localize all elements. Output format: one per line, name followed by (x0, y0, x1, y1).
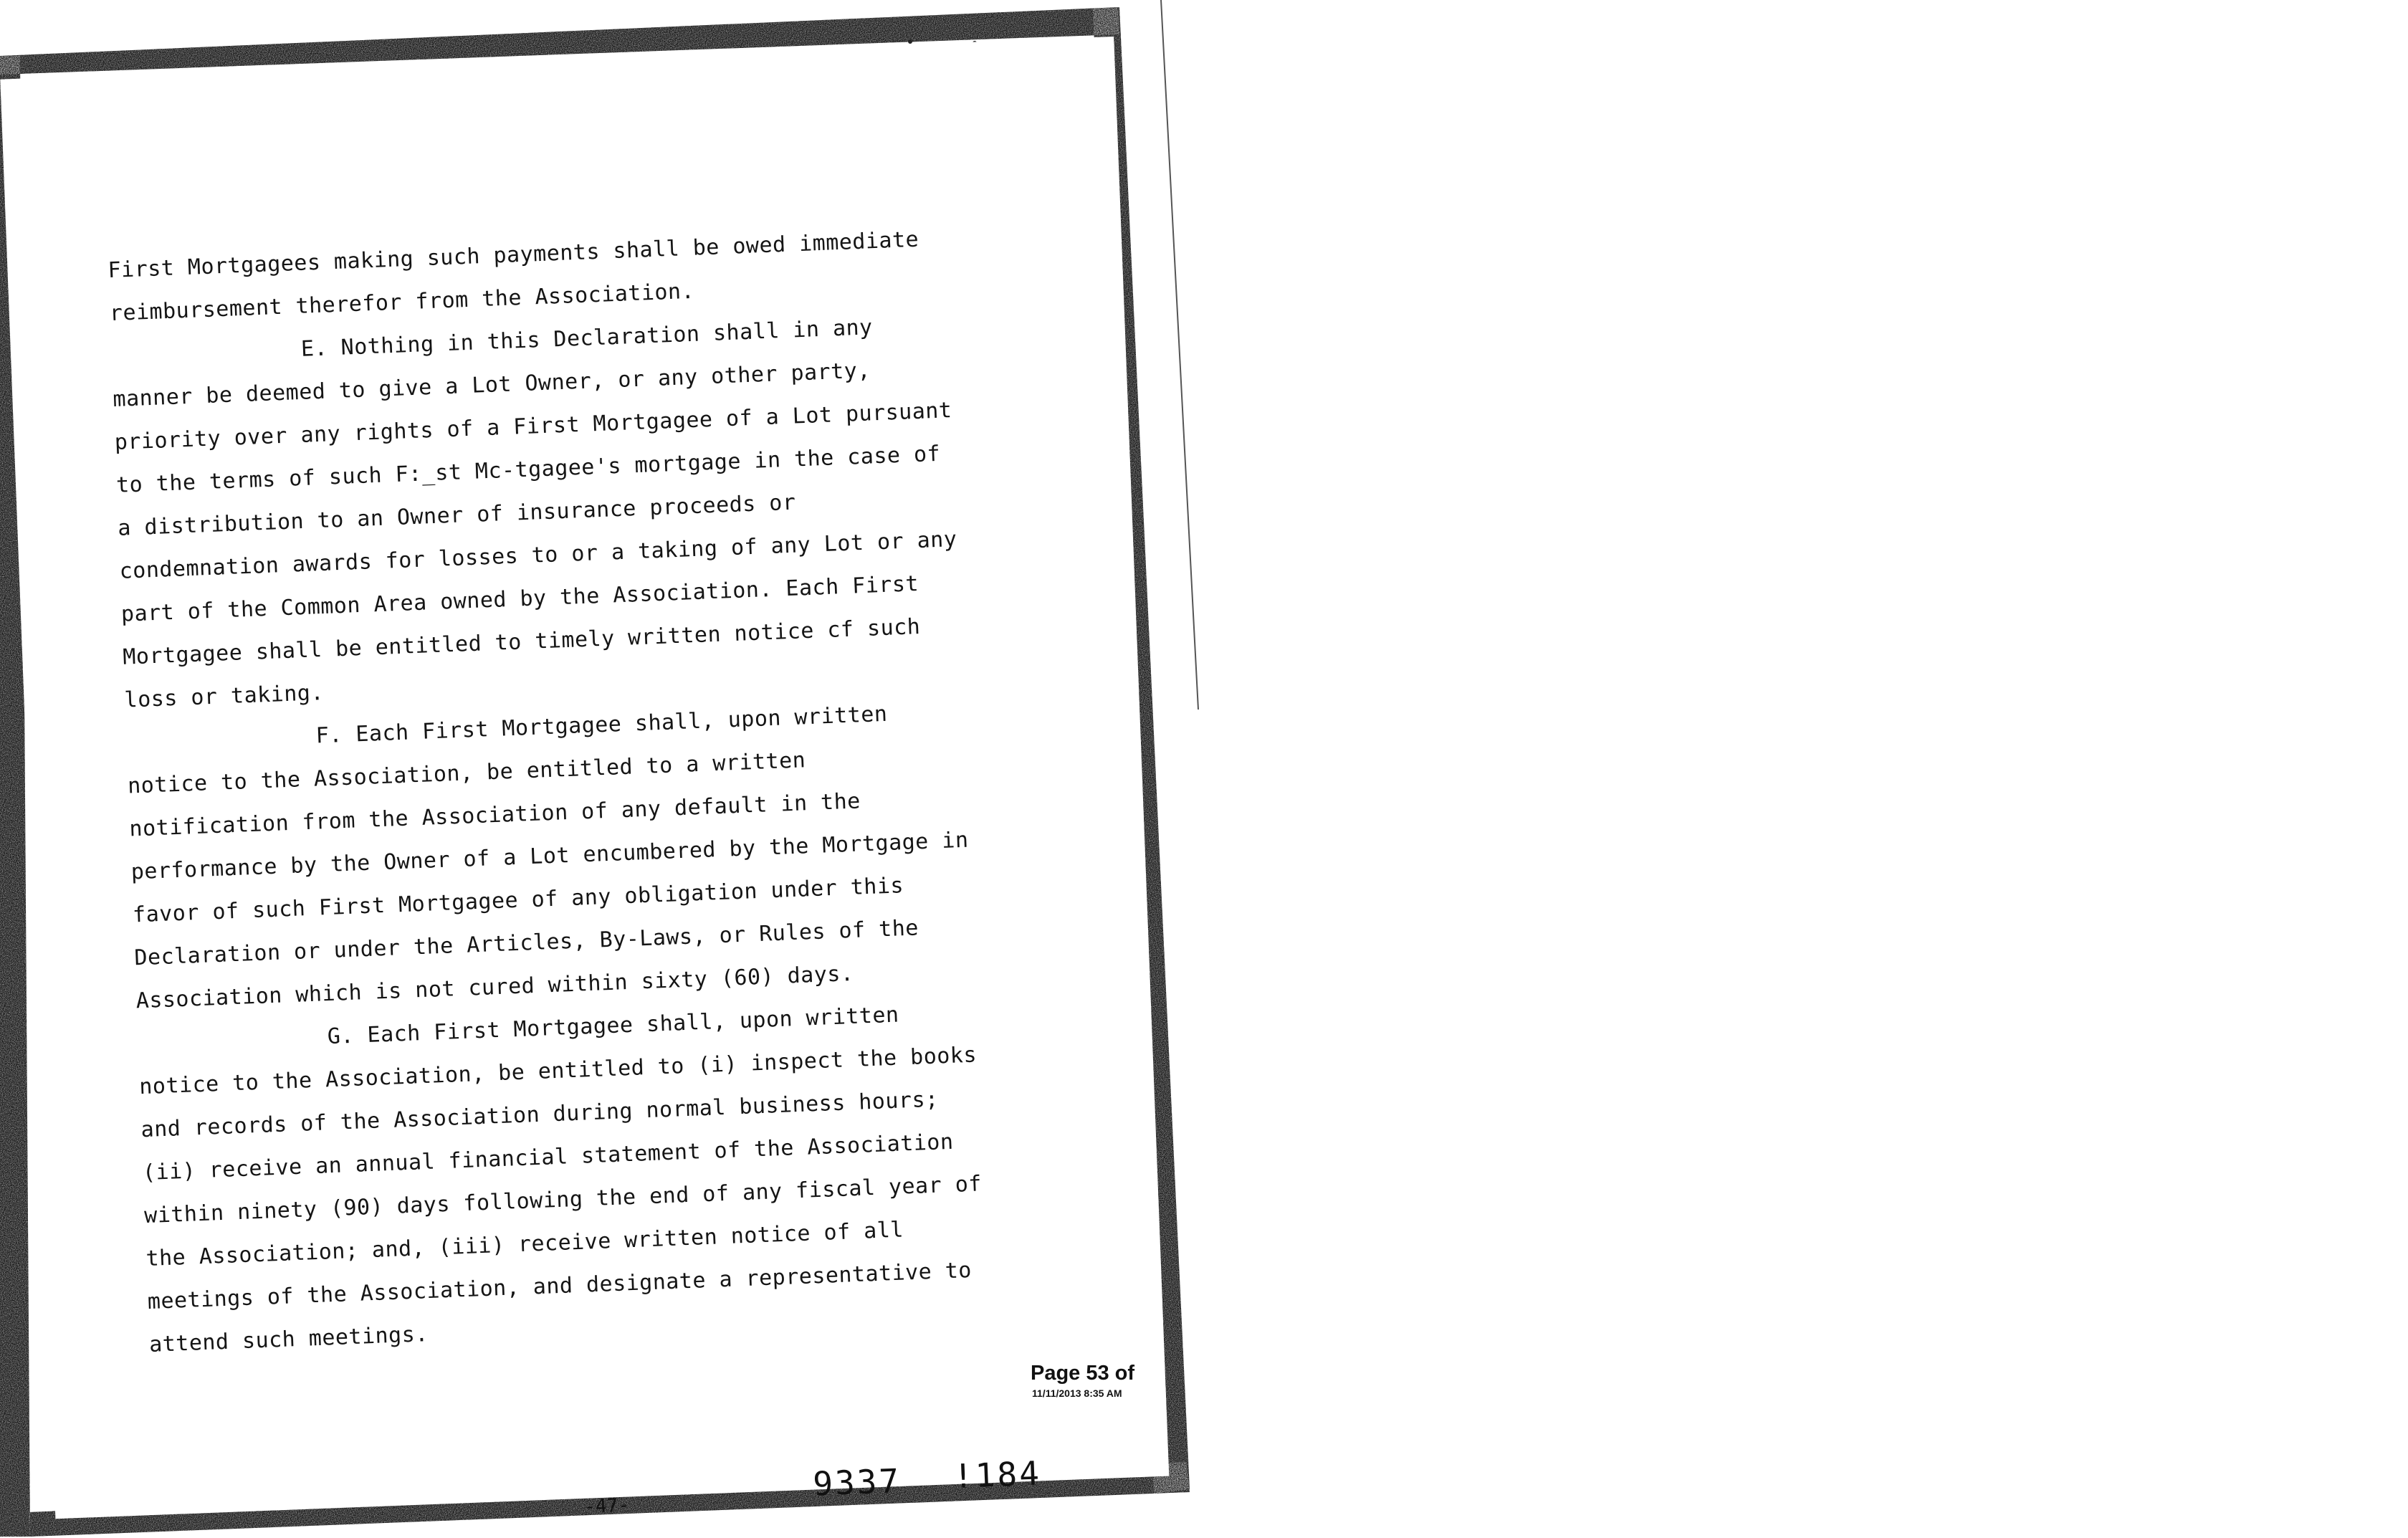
document-page (0, 37, 1169, 1519)
page-count-stamp: Page 53 of (1031, 1362, 1135, 1385)
date-stamp: 11/11/2013 8:35 AM (1032, 1387, 1122, 1399)
scan-edge-line (1161, 0, 1198, 710)
text-line: G. Each First Mortgagee shall, upon written (327, 1002, 900, 1050)
text-line: notice to the Association, be entitled to (i) inspect the books (138, 1042, 978, 1100)
text-line: manner be deemed to give a Lot Owner, or any other party, (112, 358, 871, 412)
text-line: meetings of the Association, and designate a representative to (147, 1257, 973, 1315)
text-line: notification from the Association of any default in the (128, 788, 861, 842)
text-line: condemnation awards for losses to or a taking of any Lot or any (119, 526, 957, 584)
scan-speck (908, 39, 912, 44)
text-line: attend such meetings. (148, 1322, 429, 1358)
text-line: and records of the Association during normal business hours; (140, 1086, 940, 1143)
text-line: notice to the Association, be entitled to a written (127, 747, 806, 799)
text-line: priority over any rights of a First Mortgagee of a Lot pursuant (114, 398, 953, 455)
text-line: favor of such First Mortgagee of any obligation under this (132, 873, 904, 928)
text-line: E. Nothing in this Declaration shall in any (300, 315, 874, 362)
text-line: loss or taking. (123, 680, 325, 713)
text-line: performance by the Owner of a Lot encumbered by the Mortgage in (130, 827, 970, 885)
text-line: (ii) receive an annual financial statement of the Association (142, 1129, 955, 1186)
text-line: Declaration or under the Articles, By-Laws, or Rules of the (133, 915, 919, 971)
text-line: First Mortgagees making such payments shall be owed immediate (107, 226, 919, 284)
book-reference: 9337 (812, 1461, 902, 1504)
page-reference: !184 (952, 1453, 1042, 1496)
text-line: part of the Common Area owned by the Association. Each First (120, 571, 919, 627)
text-line: Mortgagee shall be entitled to timely written notice cf such (122, 614, 921, 670)
text-line: the Association; and, (iii) receive written notice of all (145, 1217, 904, 1272)
page-number: -47- (583, 1494, 630, 1518)
text-line: a distribution to an Owner of insurance proceeds or (117, 489, 797, 541)
text-line: reimbursement therefor from the Association. (109, 278, 695, 327)
text-line: to the terms of such F:_st Mc-tgagee's mortgage in the case of (115, 441, 941, 498)
text-line: within ninety (90) days following the end of any fiscal year of (143, 1171, 983, 1229)
text-line: Association which is not cured within sixty (60) days. (135, 960, 855, 1014)
text-line: F. Each First Mortgagee shall, upon written (315, 701, 889, 749)
